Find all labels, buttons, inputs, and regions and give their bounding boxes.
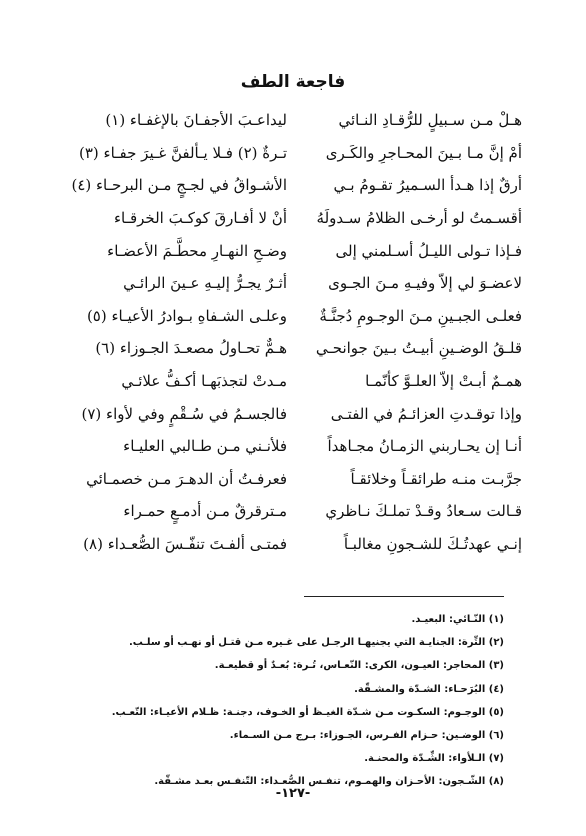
footnote: (٥) الوجـوم: السكـوت مـن شـدّة الغيـظ أو الخـوف، دجنـة: ظـلام الأعيـاء: التّعـب. xyxy=(111,706,504,718)
verse-second-hemistich: وعلـى الشـفاهِ بـوادرُ الأعيـاء (٥) xyxy=(86,306,287,325)
verse-first-hemistich: أقسـمتُ لو أرخـى الظلامُ سـدولَهُ xyxy=(316,209,522,228)
verse-line xyxy=(82,234,522,267)
verse-line xyxy=(82,202,522,235)
footnote: (٧) الـلأواء: الشِّـدّة والمحنـة. xyxy=(364,753,504,765)
verse-line xyxy=(82,495,522,528)
footnote-divider xyxy=(304,596,504,597)
verse-second-hemistich: وضـحِ النهـارِ محطَّـمَ الأعضـاء xyxy=(107,241,287,260)
verse-line xyxy=(82,104,522,137)
verse-line xyxy=(82,397,522,430)
verse-first-hemistich: أمْ إنَّ مـا بـينَ المحـاجرِ والكَـرى xyxy=(325,143,522,162)
verse-second-hemistich: مـترقرقٌ مـن أدمـعٍ حمـراء xyxy=(123,502,287,521)
verse-line xyxy=(82,365,522,398)
verse-second-hemistich: فمتـى ألفـتَ تنفّـسَ الصُّعـداء (٨) xyxy=(83,535,287,554)
verse-line xyxy=(82,267,522,300)
verse-line xyxy=(82,300,522,333)
page-number: -١٢٧- xyxy=(275,786,311,801)
verse-second-hemistich: تـرةٌ (٢) فـلا يـألفنَّ غـيرَ جفـاء (٣) xyxy=(78,143,287,162)
verse-first-hemistich: أرقٌ إذا هـدأ السـميرُ تقـومُ بـي xyxy=(333,176,522,195)
verse-line xyxy=(78,137,522,170)
verse-first-hemistich: همـمٌ أبـتْ إلاّ العلـوَّ كأنّمـا xyxy=(365,372,522,391)
verse-line xyxy=(82,528,522,561)
verse-second-hemistich: فالجسـمُ في سُـقْمٍ وفي لأواء (٧) xyxy=(81,404,287,423)
verse-second-hemistich: مـدتْ لتجذبَهـا أكـفُّ علائـي xyxy=(121,372,287,391)
verse-first-hemistich: هـلْ مـن سـبيلٍ للرُّقـادِ النـائي xyxy=(338,111,522,130)
verse-first-hemistich: جرَّبـت منـه طرائقـاً وخلائقـاً xyxy=(350,469,522,488)
verse-line xyxy=(71,169,522,202)
verse-second-hemistich: فعرفـتُ أن الدهـرَ مـن خصمـائي xyxy=(86,469,287,488)
verse-first-hemistich: أنـا إن يحـاربني الزمـانُ مجـاهداً xyxy=(327,437,522,456)
verse-second-hemistich: الأشـواقُ في لجـجٍ مـن البرحـاء (٤) xyxy=(71,176,287,195)
verse-first-hemistich: فعلـى الجبـينِ مـنَ الوجـومِ دُجنَّـةٌ xyxy=(319,306,522,325)
footnote: (٨) الشّـجون: الأحـزان والهمـوم، تنفـس الصُّعـداء: التّنفـس بعـد مشـقّة. xyxy=(154,776,504,788)
verse-second-hemistich: ليداعـبَ الأجفـانَ بالإغفـاء (١) xyxy=(105,111,287,130)
verse-first-hemistich: وإذا توقـدتِ العزائـمُ في الفتـى xyxy=(330,404,522,423)
footnotes xyxy=(64,608,504,794)
verse-second-hemistich: أنْ لا أفـارقَ كوكـبَ الخرقـاء xyxy=(113,209,287,228)
verse-line xyxy=(82,463,522,496)
verse-first-hemistich: قلـقُ الوضـينِ أبيـتُ بـينَ جوانحـي xyxy=(315,339,522,358)
verse-first-hemistich: لاعضـوَ لي إلاّ وفيـهِ مـنَ الجـوى xyxy=(328,274,522,293)
footnote: (١) النّـائي: البعيـد. xyxy=(411,614,504,625)
verse-first-hemistich: فـإذا تـولى الليـلُ أسـلمني إلى xyxy=(335,241,522,260)
verse-first-hemistich: قـالت سـعادُ وقـدْ تملـكَ نـاظري xyxy=(325,502,522,521)
verse-first-hemistich: إنـي عهدتُـكَ للشـجونِ مغالبـاً xyxy=(343,535,522,554)
verse-second-hemistich: أثـرٌ يجـرُّ إليـهِ عـينَ الرائـي xyxy=(123,274,287,293)
verse-line xyxy=(82,430,522,463)
verse-second-hemistich: هـمٌّ تحـاولُ مصعـدَ الجـوزاء (٦) xyxy=(95,339,287,358)
footnote: (٣) المحاجر: العيـون، الكرى: النّعـاس، تُـرة: بُعـدٌ أو قطيعـة. xyxy=(214,660,504,672)
poem-title: فاجعة الطف xyxy=(240,72,346,92)
footnote: (٢) التِّرة: الجنايـة التي يجنيهـا الرجـل على غـيره مـن قتـل أو نهـب أو سلـب. xyxy=(128,637,504,649)
footnote: (٤) البُرَحـاء: الشـدّة والمشـقّة. xyxy=(354,683,504,695)
verse-line xyxy=(82,332,522,365)
footnote: (٦) الوضـين: حـزام الفـرس، الجـوزاء: بـرج مـن السـماء. xyxy=(229,730,504,742)
poem-body xyxy=(71,104,522,560)
verse-second-hemistich: فلأنـني مـن طـالبي العليـاء xyxy=(123,437,287,456)
